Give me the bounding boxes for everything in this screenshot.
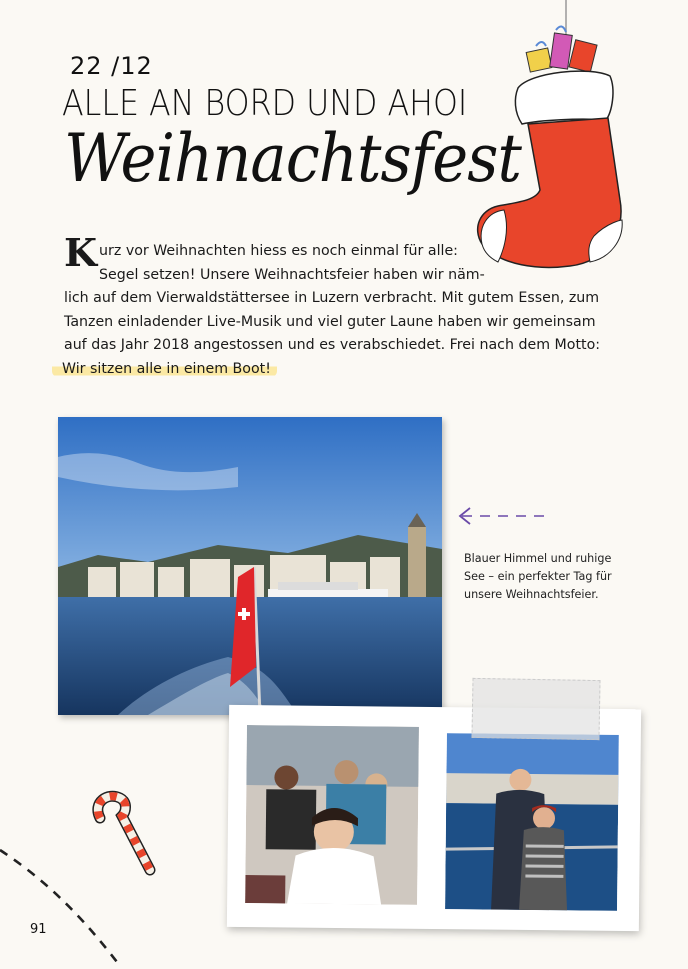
page-number: 91 bbox=[30, 922, 47, 937]
lucerne-lake-photo bbox=[58, 417, 442, 715]
intro-line-2: Segel setzen! Unsere Weihnachtsfeier haben wir näm- bbox=[99, 266, 485, 283]
party-guests-photo bbox=[245, 725, 419, 905]
intro-line-5: auf das Jahr 2018 angestossen und es verabschiedet. Frei nach dem Motto: bbox=[64, 337, 601, 353]
dashed-path-decoration bbox=[0, 840, 150, 969]
couple-on-deck-photo bbox=[445, 733, 619, 911]
stocking-illustration bbox=[470, 0, 660, 280]
intro-paragraph bbox=[62, 230, 634, 381]
intro-line-4: Tanzen einladender Live-Musik und viel guter Laune haben wir gemeinsam bbox=[64, 313, 596, 330]
arrow-left-icon bbox=[456, 500, 556, 532]
kicker-heading: ALLE AN BORD UND AHOI bbox=[62, 83, 468, 124]
intro-line-3: lich auf dem Vierwaldstättersee in Luzern verbracht. Mit gutem Essen, zum bbox=[64, 290, 600, 306]
caption-line-2: See – ein perfekter Tag für bbox=[464, 570, 612, 583]
tape-strip bbox=[471, 678, 600, 740]
date-label: 22 /12 bbox=[70, 52, 153, 80]
caption-line-1: Blauer Himmel und ruhige bbox=[464, 552, 612, 565]
intro-line-1: urz vor Weihnachten hiess es noch einmal für alle: bbox=[99, 243, 458, 259]
photo-caption bbox=[464, 550, 644, 604]
page-title: Weihnachtsfest bbox=[64, 120, 521, 197]
motto-highlight: Wir sitzen alle in einem Boot! bbox=[52, 361, 277, 377]
caption-line-3: unsere Weihnachtsfeier. bbox=[464, 588, 599, 601]
dropcap: K bbox=[64, 230, 98, 275]
